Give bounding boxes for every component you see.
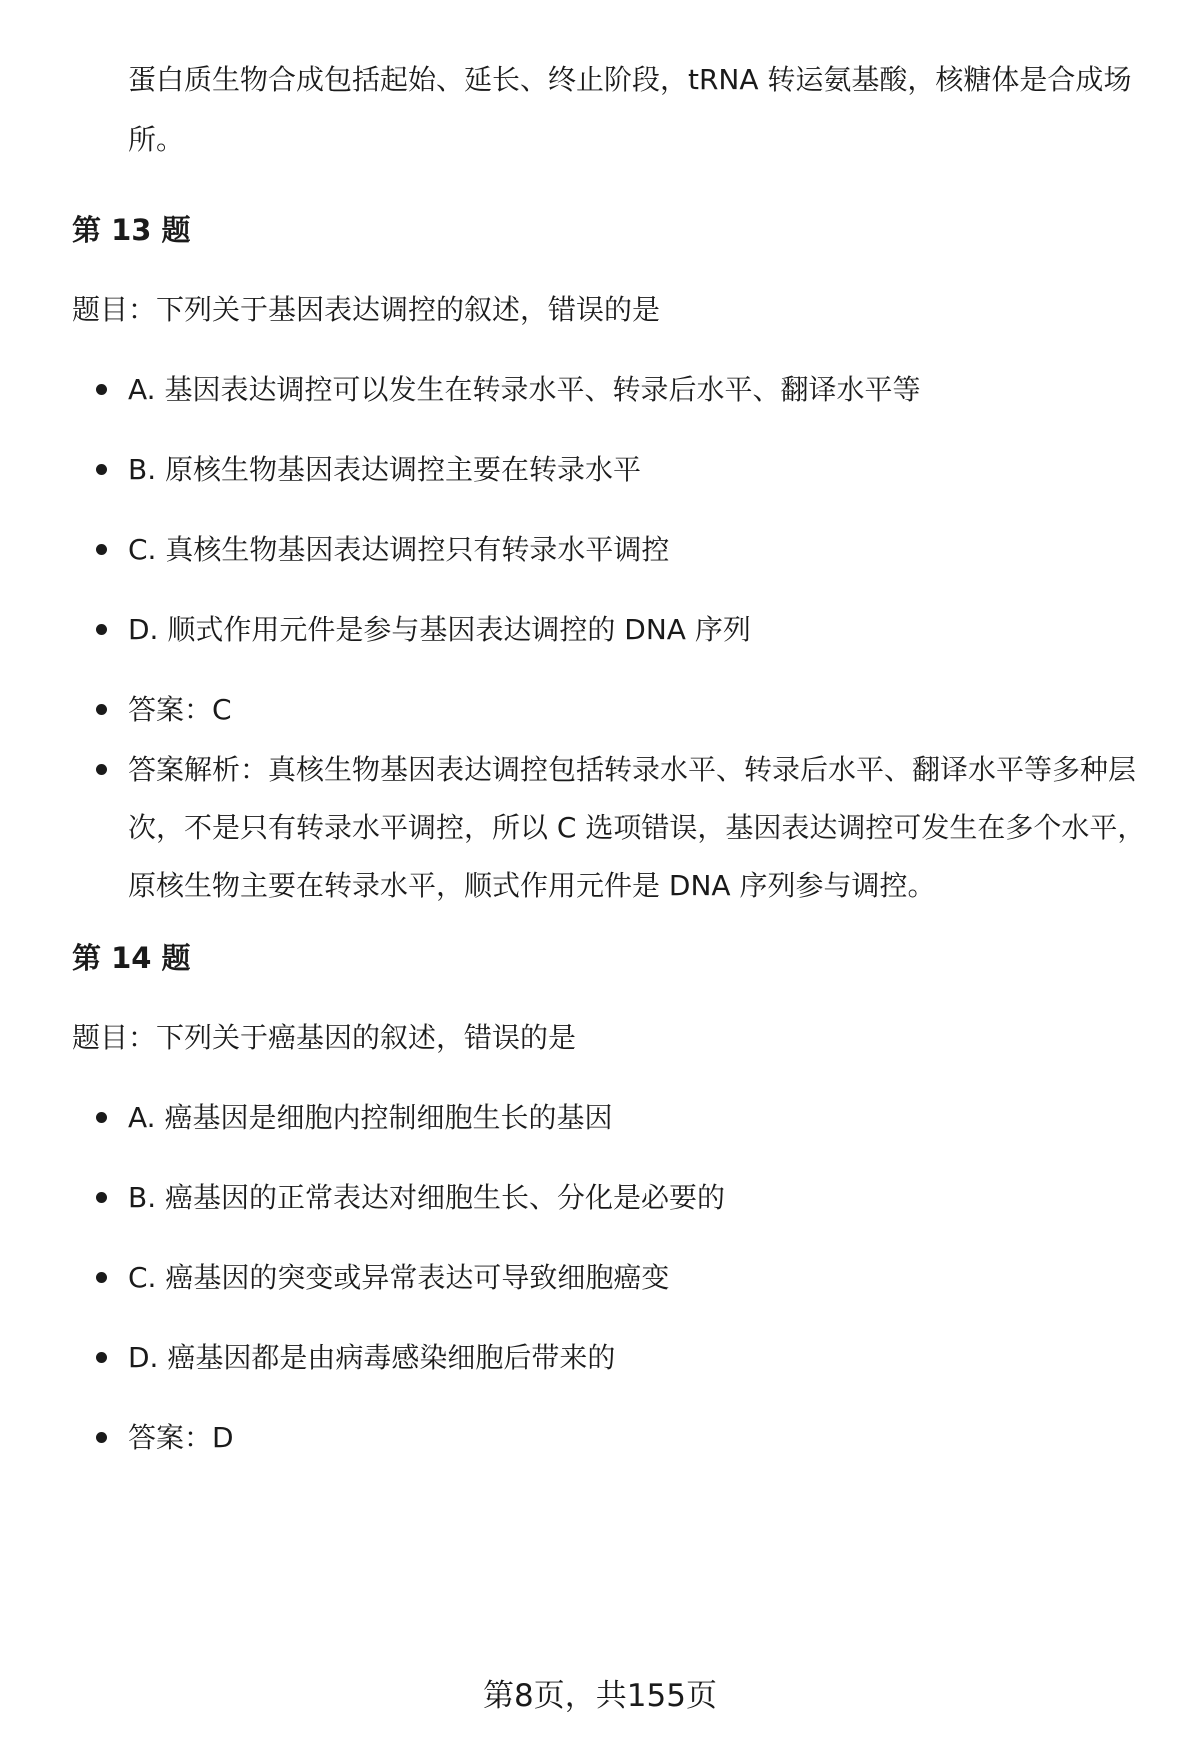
bullet-icon xyxy=(96,764,107,775)
bullet-icon xyxy=(96,1192,107,1203)
answer-text: 答案：D xyxy=(128,1421,234,1454)
question-13-option-d xyxy=(128,606,1158,654)
question-13-answer xyxy=(128,686,1158,734)
option-text: B. 原核生物基因表达调控主要在转录水平 xyxy=(128,453,642,486)
bullet-icon xyxy=(96,1352,107,1363)
question-13-explanation xyxy=(128,741,1158,915)
bullet-icon xyxy=(96,1112,107,1123)
question-13-option-b xyxy=(128,446,1158,494)
option-text: A. 癌基因是细胞内控制细胞生长的基因 xyxy=(128,1101,613,1134)
question-14-heading: 第 14 题 xyxy=(72,941,191,975)
question-14-option-d xyxy=(128,1334,1158,1382)
bullet-icon xyxy=(96,464,107,475)
option-text: C. 真核生物基因表达调控只有转录水平调控 xyxy=(128,533,670,566)
bullet-icon xyxy=(96,384,107,395)
question-14-stem: 题目：下列关于癌基因的叙述，错误的是 xyxy=(72,1021,577,1054)
bullet-icon xyxy=(96,704,107,715)
option-text: D. 顺式作用元件是参与基因表达调控的 DNA 序列 xyxy=(128,613,751,646)
question-14-option-c xyxy=(128,1254,1158,1302)
explanation-text: 答案解析：真核生物基因表达调控包括转录水平、转录后水平、翻译水平等多种层次，不是只有转录水平调控，所以 C 选项错误，基因表达调控可发生在多个水平，原核生物主要在转录水平，顺式作用元件是 DNA 序列参与调控。 xyxy=(128,753,1146,902)
bullet-icon xyxy=(96,1272,107,1283)
question-13-stem: 题目：下列关于基因表达调控的叙述，错误的是 xyxy=(72,293,661,326)
question-14-option-b xyxy=(128,1174,1158,1222)
question-13-option-c xyxy=(128,526,1158,574)
question-14-option-a xyxy=(128,1094,1158,1142)
answer-text: 答案：C xyxy=(128,693,232,726)
option-text: C. 癌基因的突变或异常表达可导致细胞癌变 xyxy=(128,1261,670,1294)
question-13-heading: 第 13 题 xyxy=(72,213,191,247)
question-14-answer xyxy=(128,1414,1158,1462)
option-text: D. 癌基因都是由病毒感染细胞后带来的 xyxy=(128,1341,616,1374)
question-13-option-a xyxy=(128,366,1158,414)
continuation-paragraph: 蛋白质生物合成包括起始、延长、终止阶段，tRNA 转运氨基酸，核糖体是合成场所。 xyxy=(128,63,1132,156)
option-text: B. 癌基因的正常表达对细胞生长、分化是必要的 xyxy=(128,1181,726,1214)
bullet-icon xyxy=(96,544,107,555)
bullet-icon xyxy=(96,624,107,635)
bullet-icon xyxy=(96,1432,107,1443)
page-number-footer: 第8页，共155页 xyxy=(483,1678,717,1714)
option-text: A. 基因表达调控可以发生在转录水平、转录后水平、翻译水平等 xyxy=(128,373,921,406)
